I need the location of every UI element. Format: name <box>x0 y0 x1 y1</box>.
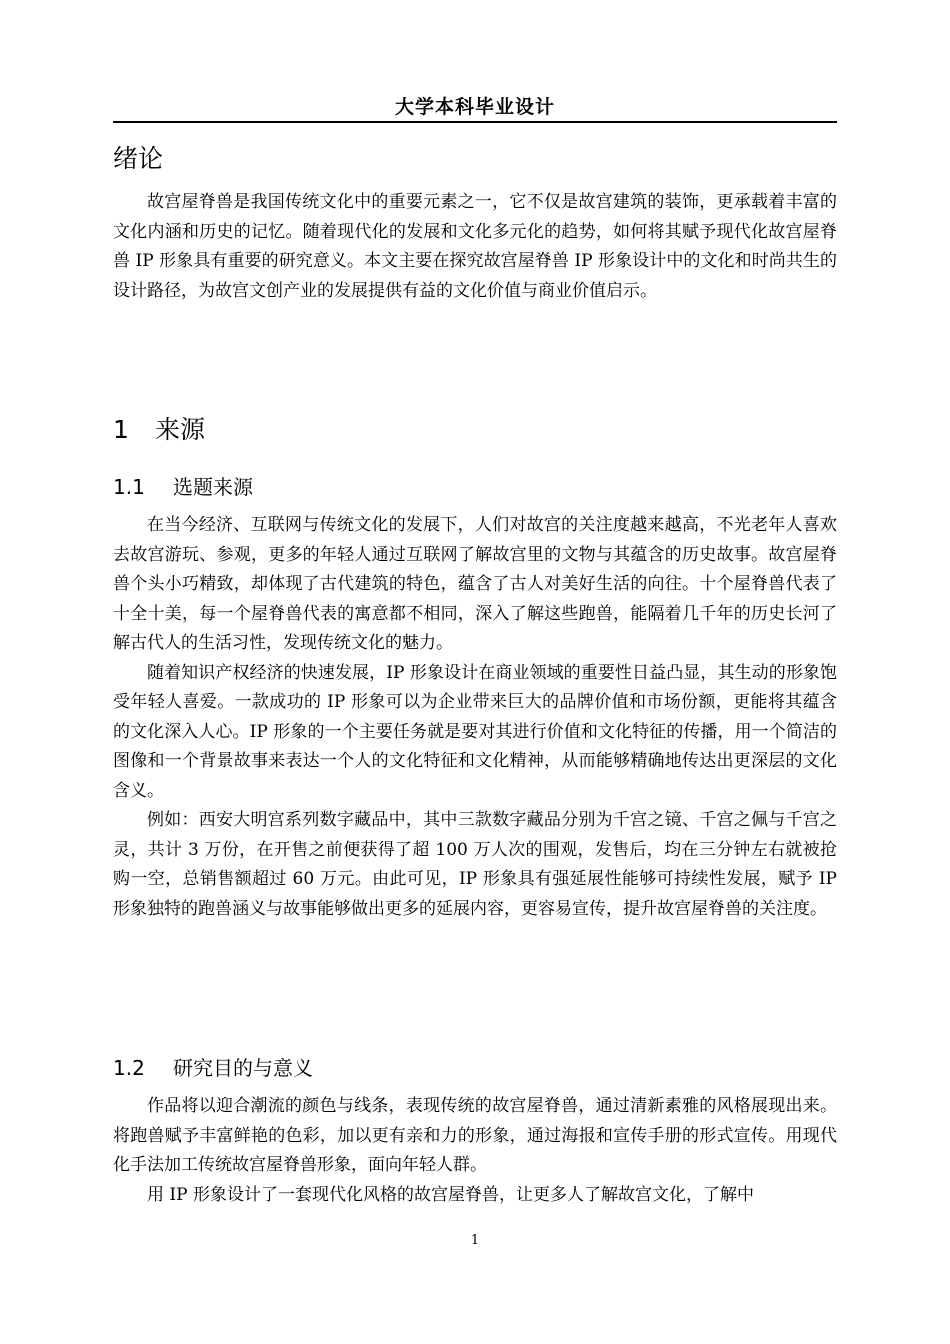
section-1-2-paragraph-2: 用 IP 形象设计了一套现代化风格的故宫屋脊兽，让更多人了解故宫文化，了解中 <box>147 1184 754 1205</box>
section-1-2-paragraph-1: 作品将以迎合潮流的颜色与线条，表现传统的故宫屋脊兽，通过清新素雅的风格展现出来。将跑兽赋予丰富鲜艳的色彩，加以更有亲和力的形象，通过海报和宣传手册的形式宣传。用现代化手法加工传统故宫屋脊兽形象，面向年轻人群。 <box>113 1096 837 1175</box>
section-1-1 <box>113 473 837 924</box>
section-1-1-paragraph-2: 随着知识产权经济的快速发展，IP 形象设计在商业领域的重要性日益凸显，其生动的形象饱受年轻人喜爱。一款成功的 IP 形象可以为企业带来巨大的品牌价值和市场份额，更能将其蕴含的文化深入人心。IP 形象的一个主要任务就是要对其进行价值和文化特征的传播，用一个简洁的图像和一个背景故事来表达一个人的文化特征和文化精神，从而能够精确地传达出更深层的文化含义。 <box>113 662 837 801</box>
section-1-1-paragraph-1: 在当今经济、互联网与传统文化的发展下，人们对故宫的关注度越来越高，不光老年人喜欢去故宫游玩、参观，更多的年轻人通过互联网了解故宫里的文物与其蕴含的历史故事。故宫屋脊兽个头小巧精致，却体现了古代建筑的特色，蕴含了古人对美好生活的向往。十个屋脊兽代表了十全十美，每一个屋脊兽代表的寓意都不相同，深入了解这些跑兽，能隔着几千年的历史长河了解古代人的生活习性，发现传统文化的魅力。 <box>113 515 837 653</box>
section-1-2-number: 1.2 <box>113 1056 145 1080</box>
running-header-title: 大学本科毕业设计 <box>394 96 555 118</box>
section-1-2 <box>113 1054 837 1210</box>
section-1-1-title: 选题来源 <box>173 475 253 499</box>
chapter-1-number: 1 <box>113 415 129 444</box>
intro-heading: 绪论 <box>113 144 164 173</box>
chapter-1-heading <box>113 413 837 447</box>
section-1-2-title: 研究目的与意义 <box>173 1056 313 1080</box>
intro-paragraph-1: 故宫屋脊兽是我国传统文化中的重要元素之一，它不仅是故宫建筑的装饰，更承载着丰富的文化内涵和历史的记忆。随着现代化的发展和文化多元化的趋势，如何将其赋予现代化故宫屋脊兽 IP 形象具有重要的研究意义。本文主要在探究故宫屋脊兽 IP 形象设计中的文化和时尚共生的设计路径，为故宫文创产业的发展提供有益的文化价值与商业价值启示。 <box>113 192 837 301</box>
header-divider <box>113 121 837 123</box>
page-number: 1 <box>470 1233 480 1248</box>
intro-section <box>113 142 837 306</box>
section-1-1-paragraph-3: 例如：西安大明宫系列数字藏品中，其中三款数字藏品分别为千宫之镜、千宫之佩与千宫之灵，共计 3 万份，在开售之前便获得了超 100 万人次的围观，发售后，均在三分钟左右就被抢购一空，总销售额超过 60 万元。由此可见，IP 形象具有强延展性能够可持续性发展，赋予 IP 形象独特的跑兽涵义与故事能够做出更多的延展内容，更容易宣传，提升故宫屋脊兽的关注度。 <box>113 810 837 919</box>
chapter-1-title: 来源 <box>155 415 206 444</box>
section-1-1-number: 1.1 <box>113 475 145 499</box>
